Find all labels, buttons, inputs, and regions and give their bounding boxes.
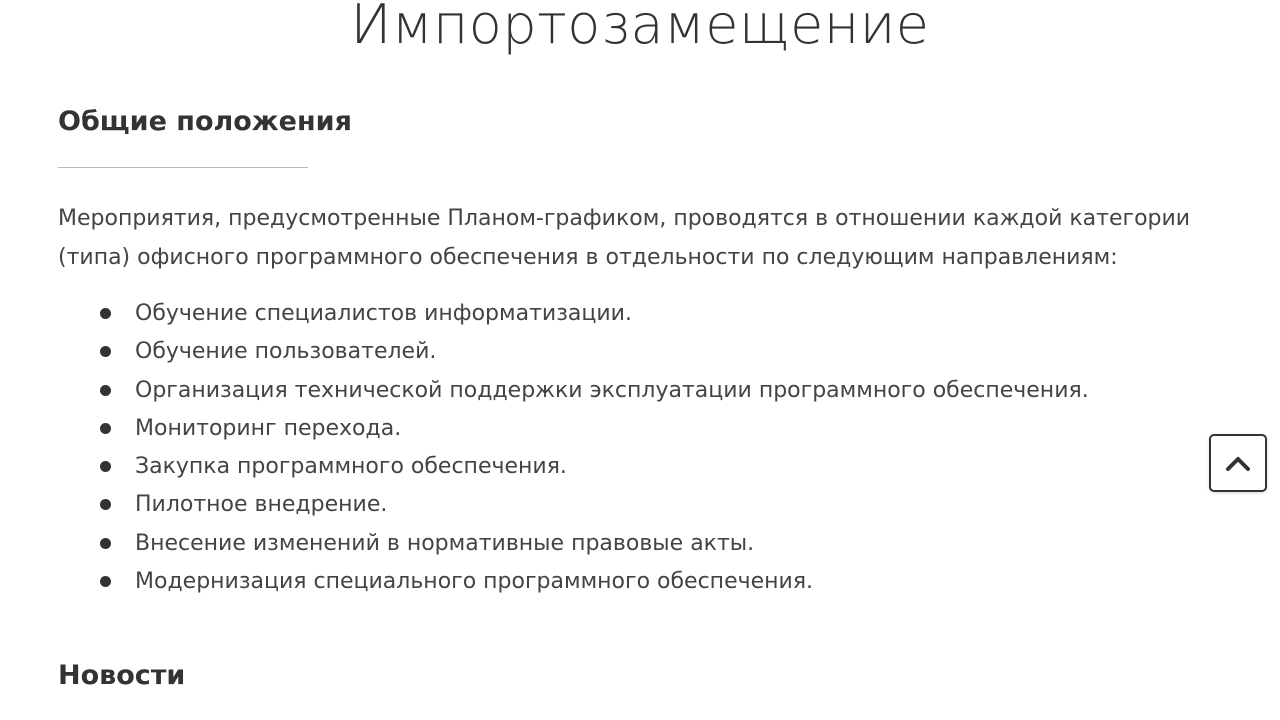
- bullet-icon: [100, 538, 111, 549]
- bullet-icon: [100, 308, 111, 319]
- section-heading-news: Новости: [58, 660, 186, 691]
- bullet-icon: [100, 461, 111, 472]
- bullet-icon: [100, 423, 111, 434]
- list-item-text: Мониторинг перехода.: [135, 415, 402, 441]
- list-item: [98, 563, 1089, 601]
- list-item: [98, 410, 1089, 448]
- directions-list: [98, 295, 1089, 601]
- list-item-text: Обучение специалистов информатизации.: [135, 301, 632, 326]
- intro-paragraph: Мероприятия, предусмотренные Планом-графиком, проводятся в отношении каждой категории (типа) офисного программного обеспечения в отдельности по следующим направлениям:: [58, 206, 1191, 270]
- list-item: [98, 486, 1089, 524]
- list-item: [98, 525, 1089, 563]
- bullet-icon: [100, 385, 111, 396]
- list-item-text: Модернизация специального программного обеспечения.: [135, 569, 814, 595]
- list-item-text: Пилотное внедрение.: [135, 492, 388, 518]
- page-title: Импортозамещение: [350, 0, 930, 56]
- section-heading-general: Общие положения: [58, 106, 352, 137]
- bullet-icon: [100, 499, 111, 510]
- section-divider: [58, 167, 308, 168]
- list-item: [98, 295, 1089, 333]
- chevron-up-icon: [1225, 454, 1251, 472]
- list-item: [98, 448, 1089, 486]
- list-item-text: Внесение изменений в нормативные правовые акты.: [135, 530, 755, 556]
- scroll-to-top-button[interactable]: [1209, 434, 1267, 492]
- bullet-icon: [100, 576, 111, 587]
- list-item-text: Закупка программного обеспечения.: [135, 454, 567, 480]
- list-item: [98, 333, 1089, 371]
- bullet-icon: [100, 346, 111, 357]
- list-item-text: Обучение пользователей.: [135, 339, 437, 365]
- list-item: [98, 372, 1089, 410]
- list-item-text: Организация технической поддержки эксплуатации программного обеспечения.: [135, 377, 1089, 403]
